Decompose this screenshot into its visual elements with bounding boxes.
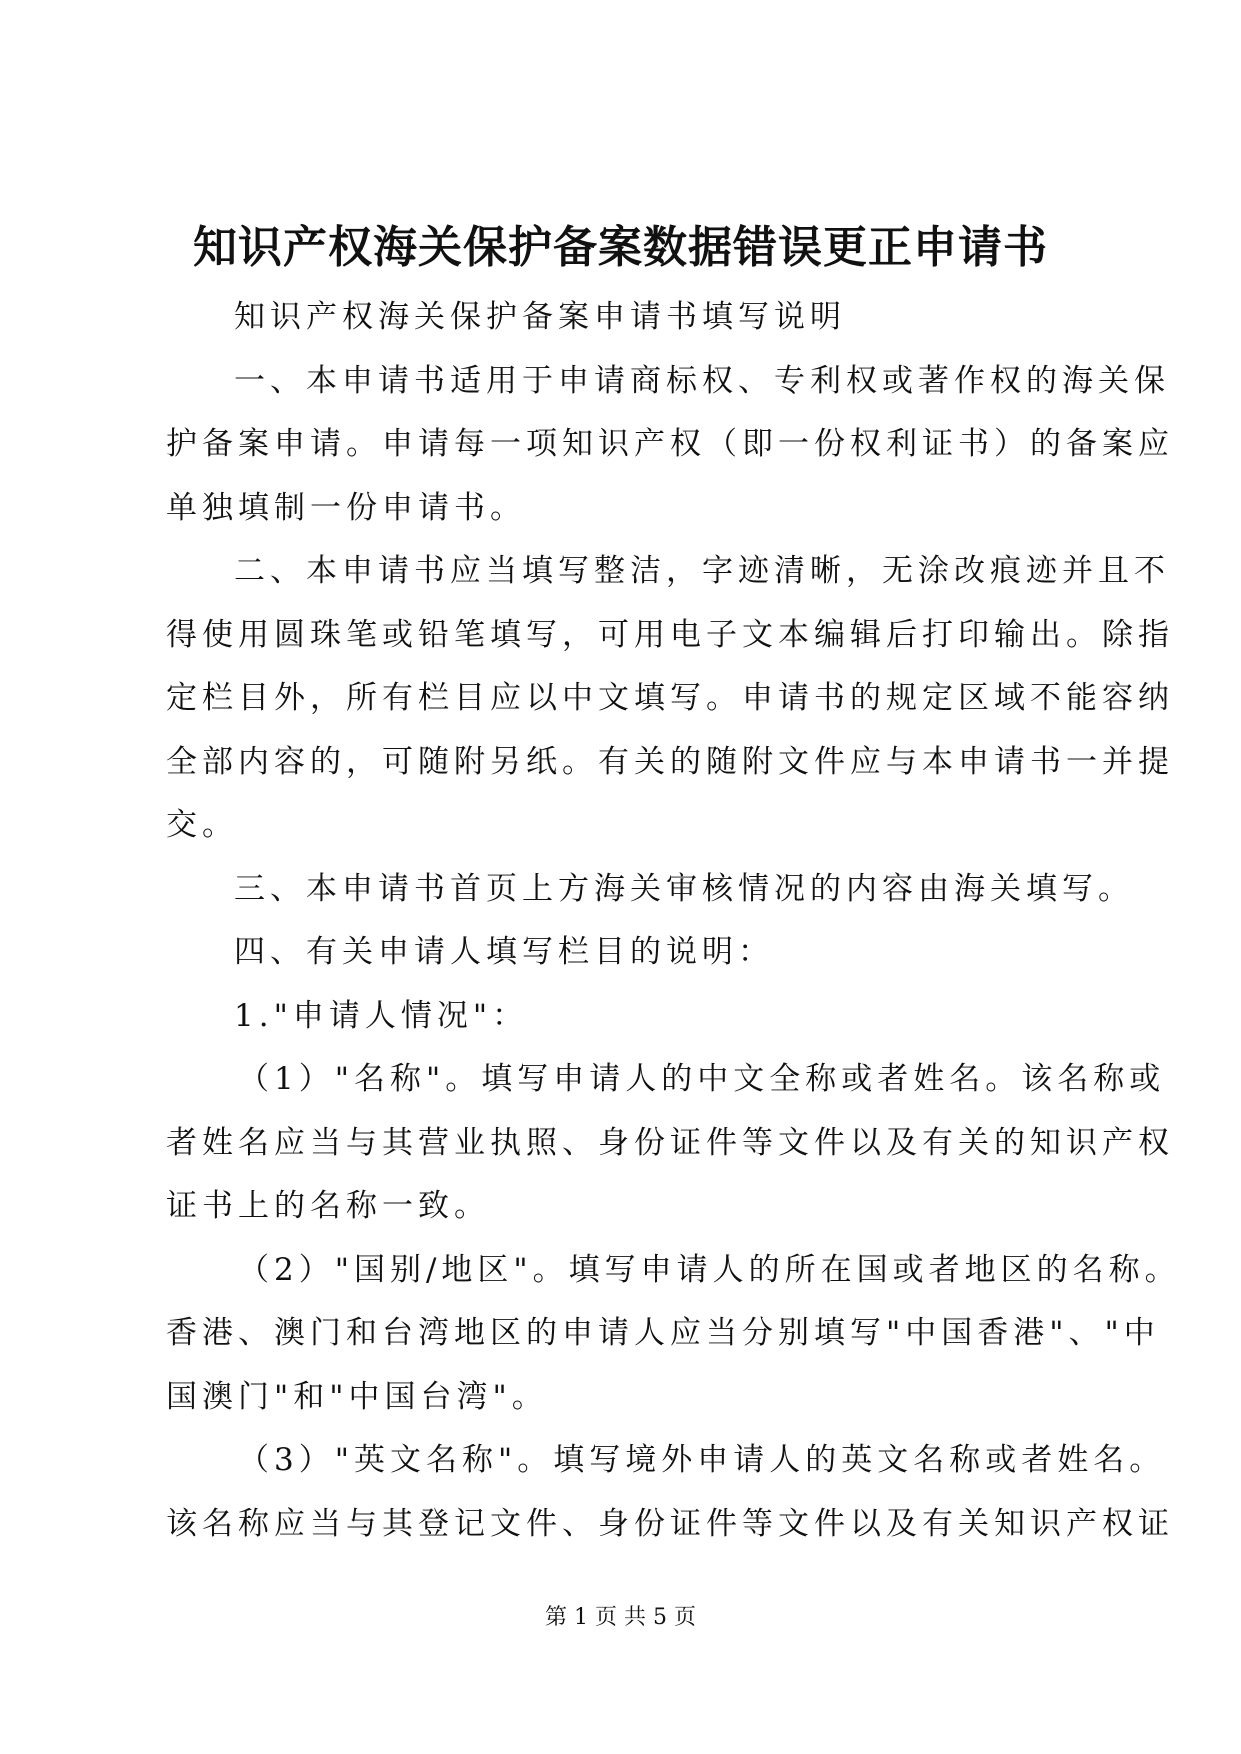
paragraph-line: （1）"名称"。填写申请人的中文全称或者姓名。该名称或 bbox=[238, 1061, 1166, 1097]
document-body bbox=[166, 286, 1181, 1556]
paragraph-line: 得使用圆珠笔或铅笔填写，可用电子文本编辑后打印输出。除指 bbox=[166, 616, 1174, 653]
paragraph-line: 三、本申请书首页上方海关审核情况的内容由海关填写。 bbox=[234, 870, 1134, 907]
paragraph-line: 全部内容的，可随附另纸。有关的随附文件应与本申请书一并提 bbox=[166, 743, 1174, 780]
paragraph-line: 该名称应当与其登记文件、身份证件等文件以及有关知识产权证 bbox=[166, 1505, 1174, 1542]
paragraph-line: 定栏目外，所有栏目应以中文填写。申请书的规定区域不能容纳 bbox=[166, 680, 1174, 716]
paragraph-line: 单独填制一份申请书。 bbox=[166, 489, 526, 526]
document-title: 知识产权海关保护备案数据错误更正申请书 bbox=[193, 222, 1048, 273]
paragraph-line: 者姓名应当与其营业执照、身份证件等文件以及有关的知识产权 bbox=[166, 1124, 1174, 1161]
paragraph-line: 护备案申请。申请每一项知识产权（即一份权利证书）的备案应 bbox=[166, 426, 1174, 462]
paragraph-line: 一、本申请书适用于申请商标权、专利权或著作权的海关保 bbox=[234, 362, 1170, 399]
paragraph-line: 二、本申请书应当填写整洁，字迹清晰，无涂改痕迹并且不 bbox=[234, 553, 1170, 589]
paragraph-line: 证书上的名称一致。 bbox=[166, 1188, 490, 1224]
paragraph-line: 国澳门"和"中国台湾"。 bbox=[166, 1378, 548, 1415]
paragraph-line: （2）"国别/地区"。填写申请人的所在国或者地区的名称。 bbox=[238, 1251, 1181, 1288]
paragraph-line: 四、有关申请人填写栏目的说明： bbox=[234, 934, 774, 970]
paragraph-line: （3）"英文名称"。填写境外申请人的英文名称或者姓名。 bbox=[238, 1442, 1166, 1478]
paragraph-line: 1."申请人情况"： bbox=[234, 997, 529, 1034]
page-number: 第 1 页 共 5 页 bbox=[545, 1605, 696, 1630]
paragraph-line: 香港、澳门和台湾地区的申请人应当分别填写"中国香港"、"中 bbox=[166, 1315, 1160, 1351]
subtitle-line: 知识产权海关保护备案申请书填写说明 bbox=[234, 299, 846, 335]
paragraph-line: 交。 bbox=[166, 807, 238, 843]
